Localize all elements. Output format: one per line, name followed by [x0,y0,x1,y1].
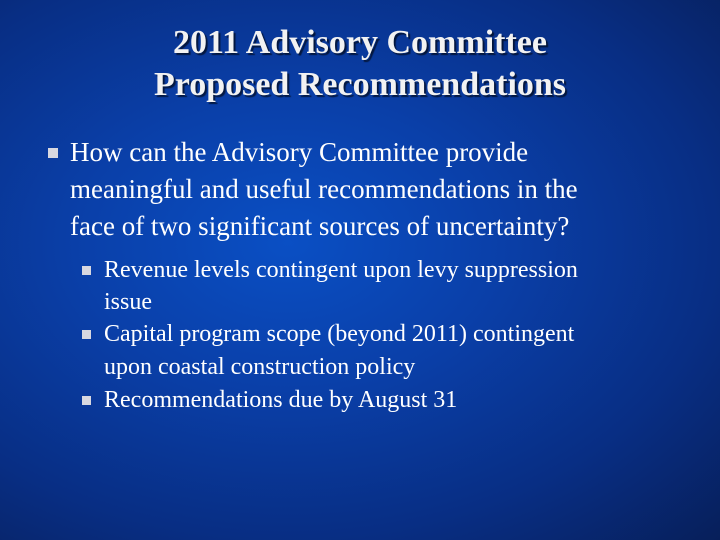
sub-bullet-line: Capital program scope (beyond 2011) contingent [104,321,575,347]
main-bullet-line-1: How can the Advisory Committee provide [70,137,529,167]
bullet-square-icon [82,330,91,339]
bullet-square-icon [82,396,91,405]
title-line-2: Proposed Recommendations [153,66,567,103]
sub-bullet-line: Recommendations due by August 31 [104,387,458,413]
title-line-1: 2011 Advisory Committee [173,24,547,61]
slide-title [40,22,680,106]
sub-bullet-capital [82,318,682,384]
bullet-square-icon [48,148,58,158]
sub-bullet-revenue [82,254,682,318]
main-bullet-line-2: meaningful and useful recommendations in the [70,174,578,204]
sub-bullet-line: upon coastal construction policy [104,354,416,380]
sub-bullet-line: issue [104,289,152,315]
bullet-square-icon [82,266,91,275]
main-bullet-line-3: face of two significant sources of uncertainty? [70,211,570,241]
sub-bullet-list [82,254,682,417]
sub-bullet-line: Revenue levels contingent upon levy suppression [104,257,578,283]
sub-bullet-recommendations [82,384,682,417]
main-bullet [44,134,684,245]
